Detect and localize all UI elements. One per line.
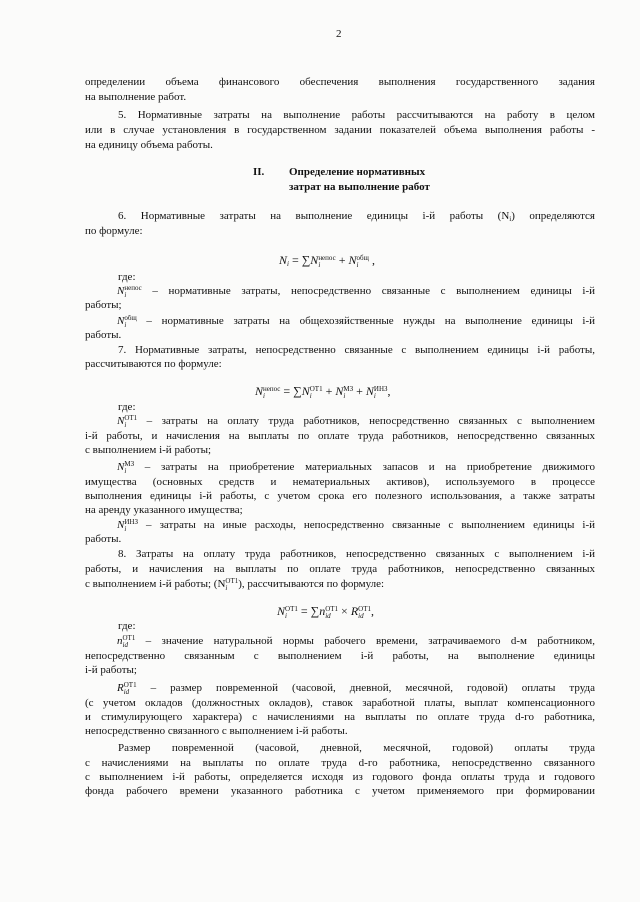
- text: – затраты на оплату труда работников, непосредственно связанных с выполнением: [137, 415, 595, 427]
- sup-sub: [285, 606, 298, 620]
- text: на аренду указанного имущества;: [85, 504, 243, 516]
- text: с выполнением i-й работы; (N: [85, 578, 226, 590]
- formula-var: N: [279, 253, 288, 267]
- sup-sub: [225, 578, 238, 592]
- text: i-й работы;: [85, 664, 137, 676]
- subscript: i: [509, 215, 512, 223]
- formula-op: +: [353, 384, 366, 398]
- text: где:: [118, 620, 136, 632]
- sup-sub: [325, 606, 338, 620]
- text: [117, 315, 595, 329]
- text: [117, 461, 595, 475]
- text: Размер повременной (часовой, дневной, месячной, годовой) оплаты труда: [118, 742, 595, 754]
- text: (с учетом окладов (должностных окладов), ставок заработной платы, выплат компенсационного: [85, 697, 595, 709]
- subscript: i: [124, 421, 127, 429]
- formula: [277, 605, 374, 620]
- subscript: i: [225, 584, 228, 592]
- subscript: i: [356, 261, 359, 269]
- text: рассчитываются по формуле:: [85, 358, 222, 370]
- formula-op: ,: [371, 604, 374, 618]
- formula-var: n: [117, 635, 123, 647]
- text: выполнения единицы i-й работы, с учетом срока его полезного использования, а также затраты: [85, 490, 595, 502]
- text: где:: [118, 401, 136, 413]
- sup-sub: [124, 315, 136, 329]
- formula: [255, 385, 391, 400]
- formula-var: N: [117, 519, 125, 531]
- formula-var: R: [117, 682, 124, 694]
- sup-sub: [318, 255, 335, 269]
- page-number: 2: [336, 28, 342, 40]
- section-title-line-1: Определение нормативных: [289, 166, 426, 178]
- text: [117, 285, 595, 299]
- superscript: ОТ1: [358, 605, 371, 613]
- text: фонда рабочего времени указанного работника с учетом применяемого при формировании: [85, 785, 595, 797]
- sup-sub: [124, 682, 137, 696]
- text: 5. Нормативные затраты на выполнение работы рассчитываются на работу в целом: [118, 109, 595, 121]
- text: по формуле:: [85, 225, 143, 237]
- formula-op: +: [322, 384, 336, 398]
- text: [117, 415, 595, 429]
- text: 6. Нормативные затраты на выполнение единицы i-й работы (N: [118, 210, 510, 222]
- text: i-й работы, и начисления на выплаты по оплате труда работников, непосредственно связанных: [85, 430, 595, 442]
- formula-op: ,: [387, 384, 391, 398]
- text: работы.: [85, 329, 122, 341]
- superscript: общ: [124, 315, 137, 322]
- text: с выполнением i-й работы, определяется исходя из годового фонда оплаты труда и годового: [85, 771, 595, 783]
- sup-sub: [124, 285, 141, 299]
- subscript: i: [373, 392, 376, 400]
- sup-sub: [343, 386, 353, 400]
- formula-var: N: [117, 415, 125, 427]
- text: или в случае установления в государственном задании показателей объема выполнения работы -: [85, 124, 595, 136]
- subscript: id: [358, 612, 364, 620]
- sup-sub: [357, 255, 369, 269]
- superscript: общ: [356, 254, 369, 262]
- superscript: непос: [318, 254, 336, 262]
- superscript: ИНЗ: [124, 519, 138, 526]
- formula-var: N: [255, 384, 264, 398]
- text: [85, 578, 384, 592]
- subscript: id: [325, 612, 331, 620]
- subscript: i: [263, 392, 265, 400]
- sup-sub: [124, 415, 137, 429]
- superscript: ОТ1: [122, 635, 136, 642]
- subscript: i: [124, 291, 127, 299]
- superscript: ОТ1: [124, 415, 138, 422]
- text: [118, 210, 595, 223]
- text: 7. Нормативные затраты, непосредственно связанные с выполнением единицы i-й работы,: [118, 344, 595, 356]
- text: где:: [118, 271, 136, 283]
- superscript: ОТ1: [123, 682, 137, 689]
- sup-sub: [358, 606, 371, 620]
- superscript: непос: [124, 285, 142, 292]
- sup-sub: [123, 635, 136, 649]
- text: – значение натуральной нормы рабочего времени, затрачиваемого d-м работником,: [135, 635, 595, 647]
- formula-op: +: [335, 253, 349, 267]
- subscript: i: [285, 612, 287, 620]
- text: – размер повременной (часовой, дневной, месячной, годовой) оплаты труда: [136, 682, 595, 694]
- formula-var: N: [365, 384, 374, 398]
- subscript: i: [124, 467, 127, 475]
- text: определении объема финансового обеспечения выполнения государственного задания: [85, 76, 595, 88]
- text: на единицу объема работы.: [85, 139, 213, 151]
- text: с начислениями на выплаты по оплате труда d-го работника, непосредственно связанного: [85, 757, 595, 769]
- formula-op: ,: [368, 253, 375, 267]
- section-number: II.: [253, 166, 265, 178]
- text: и стимулирующего характера) с начислениями на выплаты по оплате труда d-го работника,: [85, 711, 595, 723]
- text: работы;: [85, 299, 122, 311]
- text: – затраты на иные расходы, непосредственно связанные с выполнением единицы i-й: [137, 519, 595, 531]
- superscript: МЗ: [343, 385, 354, 393]
- subscript: i: [124, 321, 127, 329]
- text: работы, и начисления на выплаты по оплате труда работников, непосредственно связанных: [85, 563, 595, 575]
- formula-var: N: [117, 315, 125, 327]
- text: – нормативные затраты, непосредственно связанные с выполнением единицы i-й: [141, 285, 595, 297]
- formula-var: R: [350, 604, 359, 618]
- subscript: id: [123, 688, 130, 696]
- section-title-line-2: затрат на выполнение работ: [289, 181, 430, 193]
- formula-var: N: [348, 253, 357, 267]
- sup-sub: [310, 386, 323, 400]
- formula-var: N: [310, 253, 319, 267]
- superscript: непос: [263, 385, 281, 393]
- text: непосредственно связанным с выполнением i-й работы, на выполнение единицы: [85, 650, 595, 662]
- sup-sub: [124, 461, 134, 475]
- sup-sub: [374, 386, 388, 400]
- formula-op: = ∑: [297, 604, 320, 618]
- text: ) определяются: [511, 210, 595, 222]
- text: непосредственно связанного с выполнением i-й работы.: [85, 725, 348, 737]
- superscript: ОТ1: [309, 385, 323, 393]
- superscript: ОТ1: [285, 605, 298, 613]
- formula-var: N: [117, 285, 125, 297]
- text: на выполнение работ.: [85, 91, 187, 103]
- superscript: ОТ1: [325, 605, 339, 613]
- formula-var: N: [277, 604, 286, 618]
- subscript: i: [287, 260, 289, 268]
- subscript: i: [309, 392, 312, 400]
- text: [117, 682, 595, 696]
- text: с выполнением i-й работы;: [85, 444, 212, 456]
- superscript: ИНЗ: [373, 385, 388, 393]
- formula-op: = ∑: [280, 384, 302, 398]
- text: имущества (основных средств и нематериальных активов), используемого в процессе: [85, 476, 595, 488]
- formula-op: ×: [338, 604, 351, 618]
- text: [117, 519, 595, 533]
- sup-sub: [124, 519, 138, 533]
- subscript: i: [124, 525, 127, 533]
- text: – затраты на приобретение материальных запасов и на приобретение движимого: [134, 461, 595, 473]
- formula-var: N: [335, 384, 344, 398]
- text: – нормативные затраты на общехозяйственные нужды на выполнение единицы i-й: [136, 315, 595, 327]
- text: ), рассчитываются по формуле:: [238, 578, 385, 590]
- formula-op: = ∑: [288, 253, 311, 267]
- text: [117, 635, 595, 649]
- subscript: id: [122, 641, 128, 649]
- formula-var: N: [301, 384, 310, 398]
- subscript: i: [343, 392, 346, 400]
- formula-var: n: [319, 604, 326, 618]
- subscript: i: [318, 261, 321, 269]
- text: 8. Затраты на оплату труда работников, непосредственно связанных с выполнением i-й: [118, 548, 595, 560]
- formula: [279, 254, 375, 269]
- formula-var: N: [117, 461, 125, 473]
- sup-sub: [263, 386, 280, 400]
- text: работы.: [85, 533, 122, 545]
- superscript: ОТ1: [225, 577, 239, 585]
- superscript: МЗ: [124, 461, 135, 468]
